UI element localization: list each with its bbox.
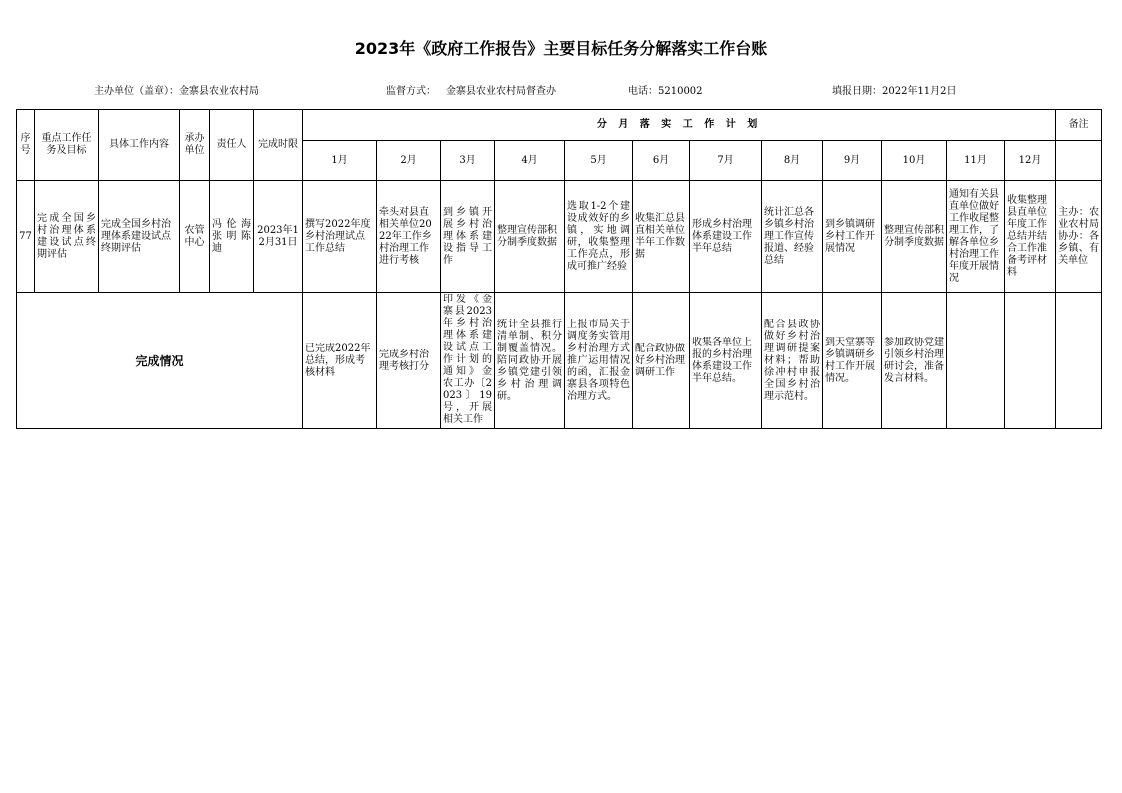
header-month: 11月 xyxy=(947,141,1005,181)
header-remark-blank xyxy=(1056,141,1102,181)
supervision-value: 金寨县农业农村局督查办 xyxy=(446,86,556,97)
header-month: 7月 xyxy=(690,141,762,181)
header-month: 9月 xyxy=(823,141,882,181)
row-task: 完成全国乡村治理体系建设试点终期评估 xyxy=(35,181,99,293)
completion-month: 配合县政协做好乡村治理调研提案材料；帮助徐冲村申报全国乡村治理示范村。 xyxy=(764,318,820,402)
ledger-table xyxy=(16,109,1102,429)
host-unit: 主办单位（盖章）：金寨县农业农村局 xyxy=(94,86,259,97)
row-content: 完成全国乡村治理体系建设试点终期评估 xyxy=(99,181,180,293)
completion-month: 收集各单位上报的乡村治理体系建设工作半年总结。 xyxy=(692,336,752,384)
completion-month: 配合政协做好乡村治理调研工作 xyxy=(635,342,685,378)
completion-month: 参加政协党建引领乡村治理研讨会，准备发言材料。 xyxy=(884,336,944,384)
page-title: 2023年《政府工作报告》主要目标任务分解落实工作台账 xyxy=(354,39,768,58)
header-person: 责任人 xyxy=(210,110,254,181)
completion-month: 统计全县推行清单制、积分制覆盖情况。陪同政协开展乡镇党建引领乡村治理调研。 xyxy=(497,318,562,402)
row-month-plan: 到乡镇调研乡村工作开展情况 xyxy=(823,181,882,293)
completion-label: 完成情况 xyxy=(17,293,303,429)
header-plan: 分 月 落 实 工 作 计 划 xyxy=(303,110,1056,141)
supervision-label: 监督方式： xyxy=(386,86,436,97)
row-month-plan: 形成乡村治理体系建设工作半年总结 xyxy=(690,181,762,293)
phone: 电话：5210002 xyxy=(628,86,703,97)
completion-month: 到天堂寨等乡镇调研乡村工作开展情况。 xyxy=(825,336,875,384)
header-month: 2月 xyxy=(377,141,441,181)
row-month-plan: 到乡镇开展乡村治理体系建设指导工作 xyxy=(441,181,495,293)
row-month-plan: 牵头对县直相关单位2022年工作乡村治理工作进行考核 xyxy=(377,181,441,293)
row-month-plan: 整理宣传部积分制季度数据 xyxy=(495,181,565,293)
header-month: 4月 xyxy=(495,141,565,181)
row-unit: 农管中心 xyxy=(180,181,210,293)
row-month-plan: 收集汇总县直相关单位半年工作数据 xyxy=(633,181,690,293)
row-remark: 主办：农业农村局 协办：各乡镇、有关单位 xyxy=(1056,181,1102,293)
header-month: 5月 xyxy=(565,141,633,181)
header-content: 具体工作内容 xyxy=(99,110,180,181)
row-month-plan: 选取1-2个建设成效好的乡镇，实地调研，收集整理工作亮点，形成可推广经验 xyxy=(565,181,633,293)
header-month: 10月 xyxy=(882,141,947,181)
header-month: 8月 xyxy=(762,141,823,181)
header-month: 6月 xyxy=(633,141,690,181)
row-month-plan: 统计汇总各乡镇乡村治理工作宣传报道、经验总结 xyxy=(762,181,823,293)
completion-row xyxy=(17,293,1102,429)
header-task: 重点工作任务及目标 xyxy=(35,110,99,181)
header-deadline: 完成时限 xyxy=(254,110,303,181)
header-month: 12月 xyxy=(1005,141,1056,181)
row-seq: 77 xyxy=(17,181,35,293)
fill-date: 填报日期：2022年11月2日 xyxy=(832,86,957,97)
row-deadline: 2023年12月31日 xyxy=(254,181,303,293)
completion-month: 上报市局关于调度务实管用乡村治理方式推广运用情况的函，汇报金寨县各项特色治理方式。 xyxy=(567,318,630,402)
row-person: 冯伦海 张 明 陈 迪 xyxy=(210,181,254,293)
completion-month: 印发《金寨县2023年乡村治理体系建设试点工作计划的通知》金农工办〔2023〕19号，开展相关工作 xyxy=(443,294,492,425)
header-remark: 备注 xyxy=(1056,110,1102,141)
completion-remark xyxy=(1056,293,1102,429)
header-month: 3月 xyxy=(441,141,495,181)
header-unit: 承办单位 xyxy=(180,110,210,181)
row-month-plan: 收集整理县直单位年度工作总结并结合工作准备考评材料 xyxy=(1005,181,1056,293)
completion-month: 完成乡村治理考核打分 xyxy=(379,348,429,372)
header-month: 1月 xyxy=(303,141,377,181)
row-month-plan: 通知有关县直单位做好工作收尾整理工作，了解各单位乡村治理工作年度开展情况 xyxy=(947,181,1005,293)
completion-month: 已完成2022年总结，形成考核材料 xyxy=(305,342,371,378)
table-row xyxy=(17,181,1102,293)
row-month-plan: 整理宣传部积分制季度数据 xyxy=(882,181,947,293)
header-seq: 序号 xyxy=(17,110,35,181)
row-month-plan: 撰写2022年度乡村治理试点工作总结 xyxy=(303,181,377,293)
